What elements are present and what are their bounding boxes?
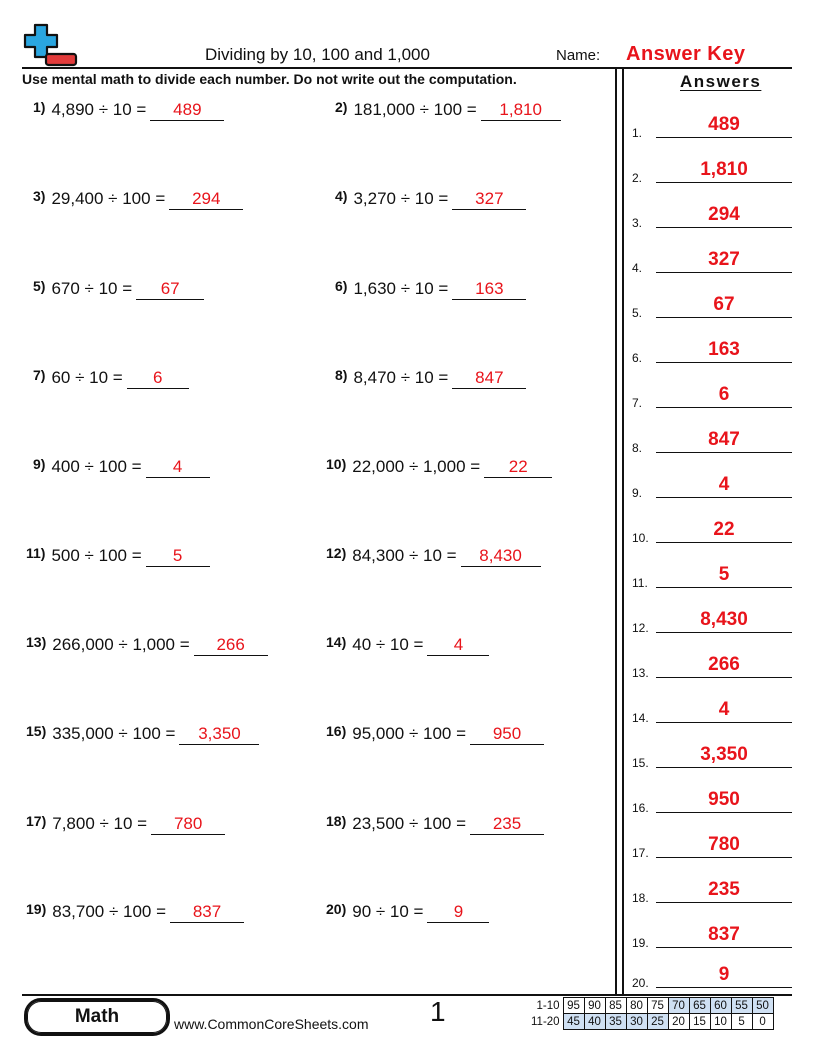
problem-number: 7) (33, 367, 46, 383)
problem-number: 6) (335, 278, 348, 294)
answer-number: 19. (632, 936, 649, 950)
answer-blank[interactable]: 847 (452, 368, 526, 389)
answer-line (656, 722, 792, 723)
answer-row (632, 920, 792, 950)
problem (326, 901, 489, 931)
answer-value: 8,430 (700, 609, 748, 630)
answer-number: 10. (632, 531, 649, 545)
answer-blank[interactable]: 489 (150, 100, 224, 121)
answer-row (632, 695, 792, 725)
answer-value: 9 (718, 964, 730, 985)
answer-row (632, 425, 792, 455)
score-cell: 75 (647, 998, 668, 1014)
answer-value: 4 (718, 474, 730, 495)
problem-number: 14) (326, 634, 347, 650)
answer-number: 16. (632, 801, 649, 815)
answer-line (656, 272, 792, 273)
problem (335, 188, 526, 218)
answer-row (632, 875, 792, 905)
answer-line (656, 362, 792, 363)
answer-number: 15. (632, 756, 649, 770)
answer-value: 266 (708, 654, 740, 675)
page-number: 1 (430, 996, 446, 1027)
answer-line (656, 227, 792, 228)
answer-row (632, 785, 792, 815)
problem (26, 813, 225, 843)
plus-minus-logo-icon (22, 22, 80, 68)
score-cell: 15 (689, 1014, 710, 1030)
answer-number: 1. (632, 126, 643, 140)
score-cell: 95 (563, 998, 584, 1014)
problem (33, 99, 224, 129)
answer-number: 20. (632, 976, 649, 990)
answer-blank[interactable]: 3,350 (179, 724, 259, 745)
answer-value: 327 (708, 249, 740, 270)
problem-expression: 3,270 ÷ 10 = (353, 189, 449, 208)
score-cell: 35 (605, 1014, 626, 1030)
worksheet-title: Dividing by 10, 100 and 1,000 (205, 45, 430, 64)
problem-number: 13) (26, 634, 47, 650)
problem-expression: 90 ÷ 10 = (352, 902, 424, 921)
problem-expression: 266,000 ÷ 1,000 = (52, 635, 190, 654)
score-cell: 70 (668, 998, 689, 1014)
answer-value: 235 (708, 879, 740, 900)
answer-number: 4. (632, 261, 643, 275)
answer-blank[interactable]: 950 (470, 724, 544, 745)
problem-number: 20) (326, 901, 347, 917)
problem (33, 278, 204, 308)
answer-value: 163 (708, 339, 740, 360)
problem-number: 8) (335, 367, 348, 383)
answer-blank[interactable]: 22 (484, 457, 552, 478)
answer-number: 7. (632, 396, 643, 410)
answer-number: 2. (632, 171, 643, 185)
answer-blank[interactable]: 837 (170, 902, 244, 923)
score-cell: 5 (731, 1014, 752, 1030)
answer-value: 847 (708, 429, 740, 450)
answer-blank[interactable]: 67 (136, 279, 204, 300)
score-cell: 80 (626, 998, 647, 1014)
problem-expression: 83,700 ÷ 100 = (52, 902, 167, 921)
answer-row (632, 515, 792, 545)
answer-number: 18. (632, 891, 649, 905)
answer-line (656, 947, 792, 948)
answer-number: 12. (632, 621, 649, 635)
answer-number: 11. (632, 576, 648, 590)
answer-number: 9. (632, 486, 643, 500)
answer-value: 3,350 (700, 744, 748, 765)
problem-number: 18) (326, 813, 347, 829)
answer-number: 17. (632, 846, 649, 860)
problem-expression: 23,500 ÷ 100 = (352, 814, 467, 833)
problem-expression: 335,000 ÷ 100 = (52, 724, 176, 743)
answer-row (632, 380, 792, 410)
problem-expression: 40 ÷ 10 = (352, 635, 424, 654)
answer-number: 13. (632, 666, 649, 680)
answer-blank[interactable]: 4 (427, 635, 489, 656)
score-row-label: 1-10 (536, 999, 560, 1012)
answer-row (632, 290, 792, 320)
answer-value: 950 (708, 789, 740, 810)
problem-expression: 29,400 ÷ 100 = (51, 189, 166, 208)
answer-blank[interactable]: 780 (151, 814, 225, 835)
answer-line (656, 767, 792, 768)
score-row-label: 11-20 (531, 1015, 560, 1028)
answer-line (656, 857, 792, 858)
answer-row (632, 245, 792, 275)
score-cell: 30 (626, 1014, 647, 1030)
answer-blank[interactable]: 235 (470, 814, 544, 835)
answer-line (656, 632, 792, 633)
problem-number: 17) (26, 813, 47, 829)
answer-number: 8. (632, 441, 643, 455)
answer-line (656, 987, 792, 988)
score-row (528, 1014, 773, 1030)
answer-blank[interactable]: 4 (146, 457, 210, 478)
name-label: Name: (556, 47, 601, 64)
score-cell: 55 (731, 998, 752, 1014)
answer-value: 489 (708, 114, 740, 135)
problem-expression: 500 ÷ 100 = (51, 546, 142, 565)
answer-value: 294 (708, 204, 740, 225)
answer-blank[interactable]: 327 (452, 189, 526, 210)
score-table (528, 997, 774, 1030)
problem-expression: 7,800 ÷ 10 = (52, 814, 148, 833)
answer-row (632, 155, 792, 185)
answer-blank[interactable]: 294 (169, 189, 243, 210)
score-cell: 85 (605, 998, 626, 1014)
problem (26, 901, 244, 931)
answer-number: 3. (632, 216, 643, 230)
problem-expression: 8,470 ÷ 10 = (353, 368, 449, 387)
problem-number: 5) (33, 278, 46, 294)
problem-number: 9) (33, 456, 46, 472)
problem-number: 4) (335, 188, 348, 204)
answer-line (656, 497, 792, 498)
score-cell: 0 (752, 1014, 773, 1030)
answer-blank[interactable]: 5 (146, 546, 210, 567)
answer-row (632, 470, 792, 500)
problem-expression: 670 ÷ 10 = (51, 279, 133, 298)
answer-line (656, 677, 792, 678)
problem-expression: 84,300 ÷ 10 = (352, 546, 457, 565)
answer-blank[interactable]: 6 (127, 368, 189, 389)
problem (326, 545, 541, 575)
answer-line (656, 407, 792, 408)
answer-row (632, 110, 792, 140)
score-cell: 40 (584, 1014, 605, 1030)
instructions: Use mental math to divide each number. Do not write out the computation. (22, 71, 517, 87)
problem-number: 12) (326, 545, 347, 561)
problem-expression: 22,000 ÷ 1,000 = (352, 457, 481, 476)
problem (26, 545, 210, 575)
problem (33, 456, 210, 486)
answer-key-label: Answer Key (626, 43, 746, 65)
problem-number: 3) (33, 188, 46, 204)
problem (326, 456, 552, 486)
answer-row (632, 960, 792, 990)
header-divider (22, 67, 792, 69)
answer-line (656, 137, 792, 138)
score-cell: 10 (710, 1014, 731, 1030)
answer-blank[interactable]: 1,810 (481, 100, 561, 121)
problem-expression: 95,000 ÷ 100 = (352, 724, 467, 743)
answer-row (632, 200, 792, 230)
problem-number: 2) (335, 99, 348, 115)
problem (335, 367, 526, 397)
problem-expression: 60 ÷ 10 = (51, 368, 123, 387)
answer-blank[interactable]: 163 (452, 279, 526, 300)
score-cell: 90 (584, 998, 605, 1014)
answer-line (656, 182, 792, 183)
answer-row (632, 605, 792, 635)
problem-number: 10) (326, 456, 347, 472)
score-cell: 20 (668, 1014, 689, 1030)
answer-number: 14. (632, 711, 649, 725)
answer-row (632, 560, 792, 590)
answer-value: 5 (718, 564, 730, 585)
answer-row (632, 650, 792, 680)
answer-number: 5. (632, 306, 643, 320)
answer-row (632, 335, 792, 365)
answer-number: 6. (632, 351, 643, 365)
problem (326, 813, 544, 843)
problem-expression: 181,000 ÷ 100 = (353, 100, 477, 119)
answer-value: 6 (718, 384, 730, 405)
answers-title: Answers (680, 72, 762, 91)
score-cell: 45 (563, 1014, 584, 1030)
problem-number: 16) (326, 723, 347, 739)
score-cell: 60 (710, 998, 731, 1014)
answer-value: 67 (713, 294, 735, 315)
problem-expression: 400 ÷ 100 = (51, 457, 142, 476)
problem (335, 99, 561, 129)
problem-number: 19) (26, 901, 47, 917)
score-cell: 25 (647, 1014, 668, 1030)
problem-expression: 1,630 ÷ 10 = (353, 279, 449, 298)
score-cell: 65 (689, 998, 710, 1014)
column-divider (615, 67, 617, 995)
answer-line (656, 452, 792, 453)
answer-row (632, 740, 792, 770)
problem-number: 11) (26, 545, 46, 561)
problem (335, 278, 526, 308)
answer-blank[interactable]: 8,430 (461, 546, 541, 567)
problem-expression: 4,890 ÷ 10 = (51, 100, 147, 119)
problem (26, 634, 268, 664)
subject-badge: Math (24, 998, 170, 1036)
answer-line (656, 812, 792, 813)
problem (326, 723, 544, 753)
answer-value: 837 (708, 924, 740, 945)
answer-row (632, 830, 792, 860)
answer-line (656, 317, 792, 318)
problem (33, 367, 189, 397)
problem (26, 723, 259, 753)
answer-value: 22 (713, 519, 735, 540)
problem (326, 634, 489, 664)
answer-line (656, 587, 792, 588)
answer-value: 4 (718, 699, 730, 720)
answer-blank[interactable]: 9 (427, 902, 489, 923)
problem-number: 15) (26, 723, 47, 739)
answer-line (656, 542, 792, 543)
answer-value: 780 (708, 834, 740, 855)
answer-value: 1,810 (700, 159, 748, 180)
website-link[interactable]: www.CommonCoreSheets.com (174, 1016, 369, 1032)
problem (33, 188, 243, 218)
column-divider (622, 67, 624, 995)
answer-line (656, 902, 792, 903)
footer-divider (22, 994, 792, 996)
score-cell: 50 (752, 998, 773, 1014)
score-row (528, 998, 773, 1014)
problem-number: 1) (33, 99, 46, 115)
answer-blank[interactable]: 266 (194, 635, 268, 656)
